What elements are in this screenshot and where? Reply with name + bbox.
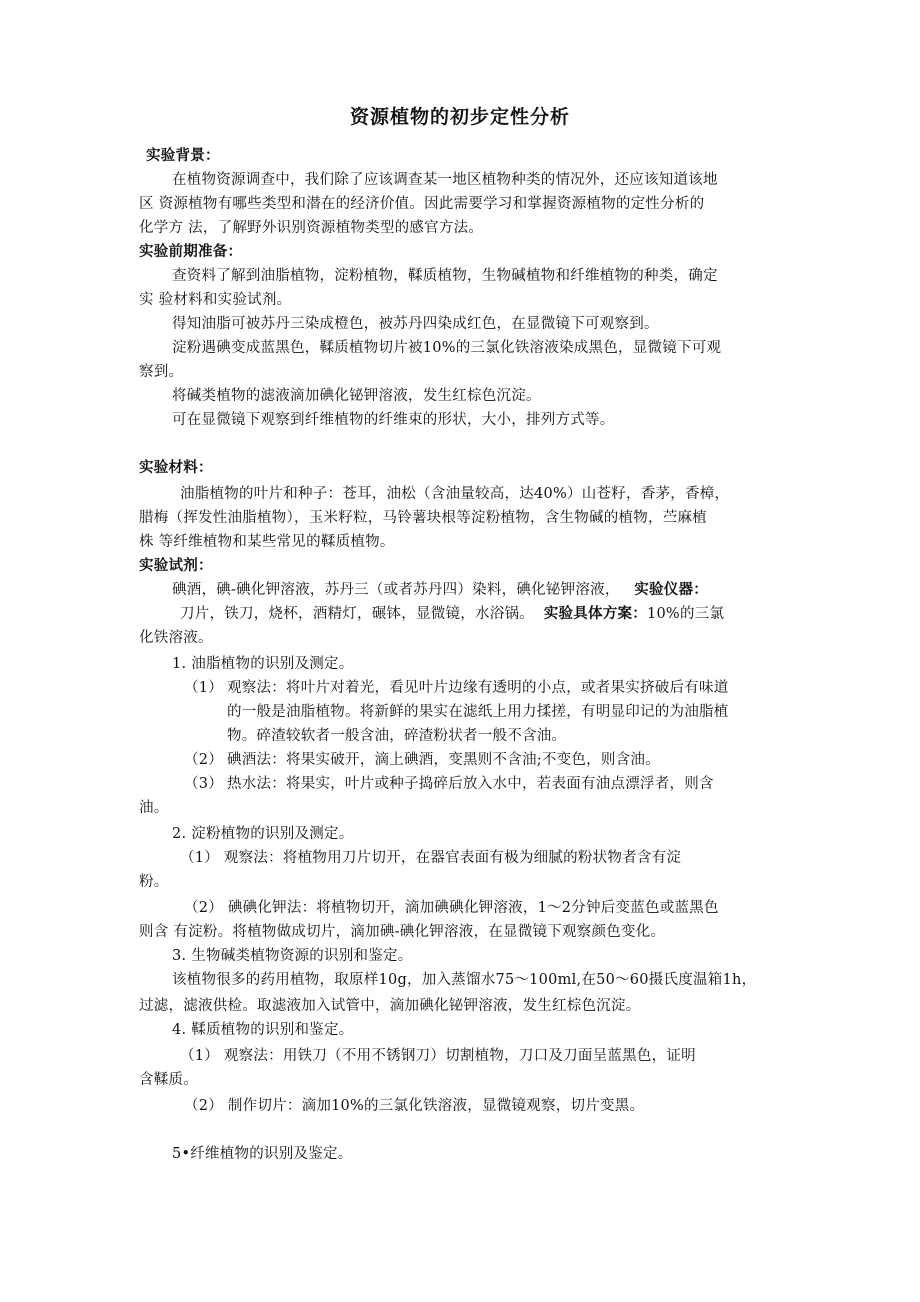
reagents-line	[172, 580, 708, 600]
preparation-line: 将碱类植物的滤液滴加碘化铋钾溶液，发生红棕色沉淀。	[172, 388, 541, 404]
procedure-text: 含鞣质。	[139, 1072, 198, 1088]
procedure-text: 粉。	[139, 874, 169, 890]
procedure-2-title: 2. 淀粉植物的识别及测定。	[172, 826, 354, 842]
materials-line: 油脂植物的叶片和种子：苍耳，油松（含油量较高，达40%）山苍籽，香茅，香樟，	[180, 486, 730, 502]
background-line: 区 资源植物有哪些类型和潜在的经济价值。因此需要学习和掌握资源植物的定性分析的	[139, 196, 705, 212]
procedure-text: 油。	[139, 800, 169, 816]
preparation-line: 可在显微镜下观察到纤维植物的纤维束的形状，大小，排列方式等。	[172, 412, 615, 428]
preparation-line: 察到。	[139, 364, 184, 380]
reagents-list: 碘酒，碘-碘化钾溶液，苏丹三（或者苏丹四）染料，碘化铋钾溶液，	[172, 582, 620, 598]
procedure-text: 观察法：将叶片对着光，看见叶片边缘有透明的小点，或者果实挤破后有味道	[227, 680, 729, 696]
procedure-4-title: 4. 鞣质植物的识别和鉴定。	[172, 1022, 354, 1038]
procedure-text: 则含 有淀粉。将植物做成切片，滴加碘-碘化钾溶液，在显微镜下观察颜色变化。	[139, 924, 666, 940]
procedure-5-title: 5•纤维植物的识别及鉴定。	[172, 1146, 353, 1162]
list-marker: （3）	[184, 776, 223, 792]
reagents-heading: 实验试剂：	[139, 558, 213, 574]
preparation-line: 查资料了解到油脂植物，淀粉植物，鞣质植物，生物碱植物和纤维植物的种类，确定	[172, 268, 718, 284]
materials-line: 腊梅（挥发性油脂植物），玉米籽粒，马铃薯块根等淀粉植物，含生物碱的植物，苎麻植	[139, 510, 707, 526]
procedure-text: （2） 制作切片：滴加10%的三氯化铁溶液，显微镜观察，切片变黑。	[184, 1098, 645, 1114]
procedure-text: （1） 观察法：将植物用刀片切开，在器官表面有极为细腻的粉状物者含有淀	[180, 850, 682, 866]
procedure-text: （2） 碘碘化钾法：将植物切开，滴加碘碘化钾溶液，1〜2分钟后变蓝色或蓝黑色	[184, 900, 719, 916]
preparation-line: 淀粉遇碘变成蓝黑色，鞣质植物切片被10%的三氯化铁溶液染成黑色，显微镜下可观	[172, 340, 722, 356]
procedure-1-title: 1. 油脂植物的识别及测定。	[172, 656, 354, 672]
procedure-3-title: 3. 生物碱类植物资源的识别和鉴定。	[172, 948, 413, 964]
background-line: 在植物资源调查中，我们除了应该调查某一地区植物种类的情况外，还应该知道该地	[172, 172, 718, 188]
list-marker: （2）	[184, 752, 223, 768]
materials-heading: 实验材料：	[139, 460, 213, 476]
background-heading: 实验背景：	[146, 148, 220, 164]
procedure-text: 物。碎渣较软者一般含油，碎渣粉状者一般不含油。	[227, 728, 567, 744]
plan-heading: 实验具体方案：	[543, 606, 647, 622]
procedure-text: 该植物很多的药用植物，取原样10g，加入蒸馏水75〜100ml,在50〜60摄氏度温箱1h，	[172, 972, 757, 988]
instruments-list: 刀片，铁刀，烧杯，酒精灯，碾钵，显微镜，水浴锅。	[180, 606, 534, 622]
procedure-text: 碘酒法：将果实破开，滴上碘酒，变黑则不含油;不变色，则含油。	[227, 752, 660, 768]
page-title: 资源植物的初步定性分析	[349, 106, 570, 128]
instruments-heading: 实验仪器：	[634, 582, 708, 598]
reagents-line: 化铁溶液。	[139, 630, 213, 646]
instruments-line	[180, 604, 724, 624]
procedure-text: （1） 观察法：用铁刀（不用不锈钢刀）切割植物，刀口及刀面呈蓝黑色，证明	[180, 1048, 696, 1064]
preparation-line: 得知油脂可被苏丹三染成橙色，被苏丹四染成红色，在显微镜下可观察到。	[172, 316, 659, 332]
background-line: 化学方 法，了解野外识别资源植物类型的感官方法。	[139, 220, 484, 236]
procedure-text: 过滤，滤液供检。取滤液加入试管中，滴加碘化铋钾溶液，发生红棕色沉淀。	[139, 998, 641, 1014]
materials-line: 株 等纤维植物和某些常见的鞣质植物。	[139, 534, 395, 550]
preparation-heading: 实验前期准备：	[139, 244, 243, 260]
list-marker: （1）	[184, 680, 223, 696]
preparation-line: 实 验材料和实验试剂。	[139, 292, 292, 308]
plan-text: 10%的三氯	[646, 606, 725, 622]
procedure-text: 热水法：将果实，叶片或种子捣碎后放入水中，若表面有油点漂浮者，则含	[227, 776, 714, 792]
procedure-text: 的一般是油脂植物。将新鲜的果实在滤纸上用力揉搓，有明显印记的为油脂植	[227, 704, 729, 720]
